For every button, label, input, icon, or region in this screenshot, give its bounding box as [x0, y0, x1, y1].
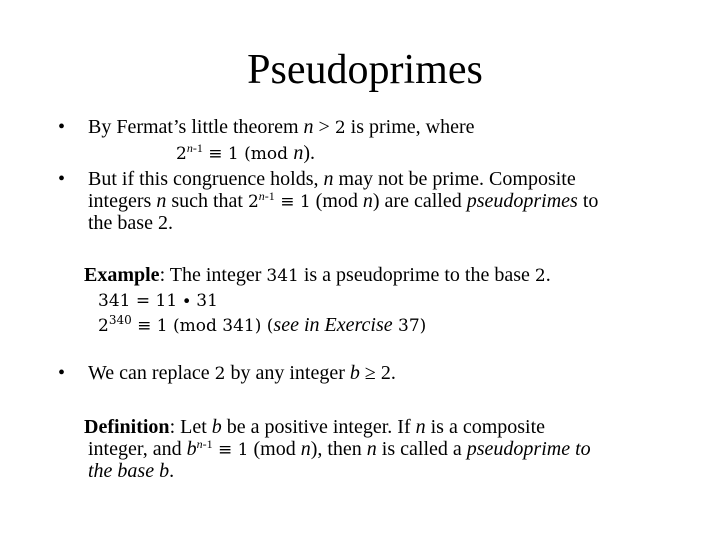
bullet-composite-line3: the base 2. [88, 212, 173, 234]
slide-title: Pseudoprimes [247, 47, 483, 93]
fermat-congruence: $2^{n-1} \equiv 1$ (mod n). [176, 141, 316, 164]
bullet-composite-line1: But if this congruence holds, n may not be prime. Composite [88, 168, 576, 190]
bullet-composite-line2: integers n such that $2^{n-1} \equiv 1$ (mod n) are called pseudoprimes to [88, 189, 599, 212]
example-factorization: 341 = 11 ∙ 31 [98, 291, 218, 311]
example-statement: Example: The integer 341 is a pseudoprime to the base 2. [84, 264, 551, 286]
bullet-fermat-line1: By Fermat’s little theorem n > 2 is prime, where [88, 116, 475, 138]
bullet-marker: • [58, 168, 66, 190]
bullet-marker: • [58, 362, 66, 384]
definition-line2: integer, and $b^{n-1} \equiv 1$ (mod n), then n is called a pseudoprime to [88, 437, 591, 460]
bullet-replace-base: We can replace 2 by any integer b ≥ 2. [88, 362, 396, 384]
bullet-marker: • [58, 116, 66, 138]
example-power-congruence: $2^{340} \equiv 1$ (mod 341) (see in Exercise 37) [98, 313, 427, 336]
definition-line1: Definition: Let b be a positive integer. If n is a composite [84, 416, 546, 438]
definition-line3: the base b. [88, 460, 175, 482]
